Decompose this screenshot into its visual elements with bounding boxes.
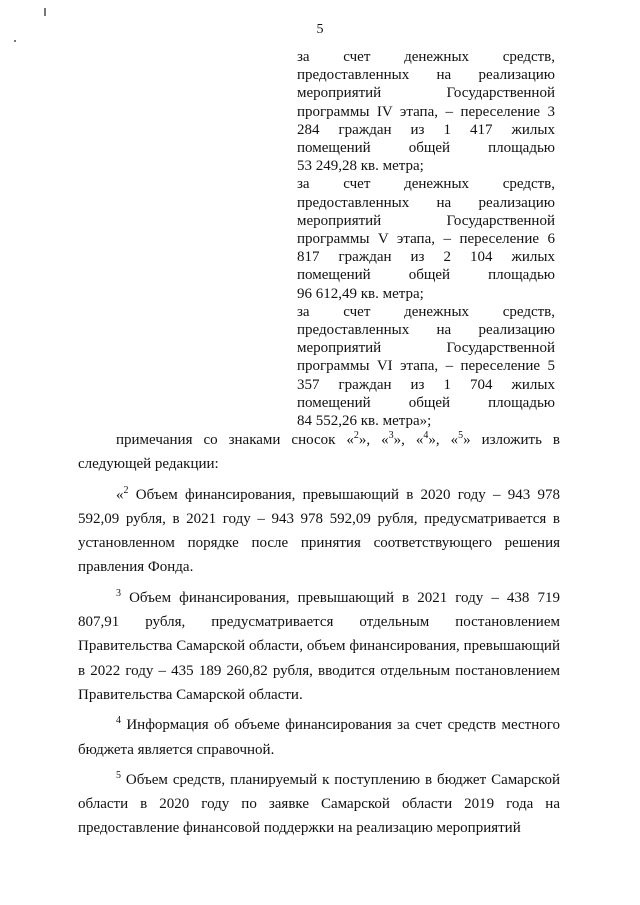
notes-section xyxy=(78,428,560,841)
stage-iv-item: за счет денежных средств, предоставленных на реализацию мероприятий Государственной программы IV этапа, – переселение 3 284 граждан из 1 417 жилых помещений общей площадью 53 249,28 кв. метра; xyxy=(297,49,555,175)
note-3: $^3$ Объем финансирования, превышающий в 2021 году – 438 719 807,91 рубля, предусматривается отдельным постановлением Правительства Самарской области, объем финансирования, превышающий в 2022 году – 435 189 260,82 рубля, вводится отдельным постановлением Правительства Самарской области. xyxy=(78,587,560,703)
instruction-paragraph: примечания со знаками сносок «$^2$», «$^3$», «$^4$», «$^5$» изложить в следующей редакции: xyxy=(78,430,561,473)
stage-v-item: за счет денежных средств, предоставленных на реализацию мероприятий Государственной программы V этапа, – переселение 6 817 граждан из 2 104 жилых помещений общей площадью 96 612,49 кв. метра; xyxy=(297,176,555,302)
page-number: 5 xyxy=(316,22,324,37)
stage-vi-item: за счет денежных средств, предоставленных на реализацию мероприятий Государственной программы VI этапа, – переселение 5 357 граждан из 1 704 жилых помещений общей площадью 84 552,26 кв. метра»; xyxy=(297,303,555,430)
note-5: $^5$ Объем средств, планируемый к поступлению в бюджет Самарской области в 2020 году по заявке Самарской области 2019 года на предоставление финансовой поддержки на реализацию мероприятий xyxy=(78,769,560,837)
scan-mark xyxy=(44,8,46,16)
scan-mark xyxy=(14,40,16,42)
program-stages-column xyxy=(297,48,555,430)
note-2: «$^2$ Объем финансирования, превышающий в 2020 году – 943 978 592,09 рубля, в 2021 году – 943 978 592,09 рубля, предусматривается в установленном порядке после принятия соответствующего решения правления Фонда. xyxy=(78,484,560,576)
note-4: $^4$ Информация об объеме финансирования за счет средств местного бюджета является справочной. xyxy=(78,715,560,758)
